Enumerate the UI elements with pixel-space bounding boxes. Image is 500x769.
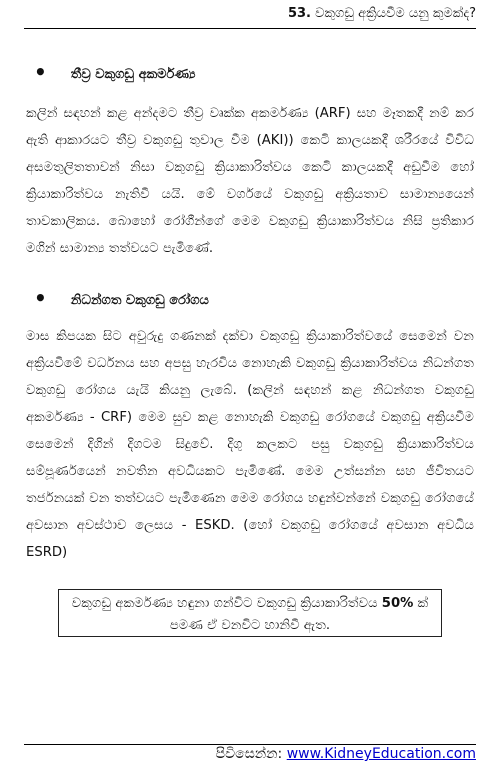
footer-label: පිවිසෙන්න:: [215, 746, 283, 762]
page-title: වකුගඩු අක්‍රියවීම යනු කුමක්ද?: [315, 6, 476, 21]
section-heading-acute: [34, 60, 196, 84]
section-heading-text: නිධන්ගත වකුගඩු රෝගය: [70, 292, 209, 308]
paragraph-acute: කලින් සඳහන් කළ අන්දමට තීව්‍ර වෘක්ක අකර්මණ්‍ය (ARF) සහ මෑතකදී නම් කර ඇති ආකාරයට තීව්‍ර වකුගඩු තුවාල වීම (AKI)) කෙටි කාලයකදී ශරීරයේ විවිධ අසමතුලිතතාවන් නිසා වකුගඩු ක්‍රියාකාරිත්වය කෙටි කාලයකදී අඩුවීම හෝ ක්‍රියාකාරිත්වය නැතිවී යයි. මේ වර්ගයේ වකුගඩු අක්‍රියතාව සාමාන්‍යයෙන් තාවකාලිකය. බොහෝ රෝගීන්ගේ මෙම වකුගඩු ක්‍රියාකාරිත්වය නිසි ප්‍රතිකාර මගින් සාමාන්‍ය තත්වයට පැමිණේ.: [26, 106, 474, 256]
section-heading-chronic: [34, 286, 209, 310]
footer-divider: [24, 744, 476, 745]
note-percent: 50%: [381, 596, 414, 611]
note-text: වකුගඩු අකර්මණ්‍ය හඳුනා ගන්විට වකුගඩු ක්‍රියාකාරිත්වය: [71, 596, 382, 611]
note-box: [58, 589, 442, 637]
bullet-icon: •: [34, 60, 47, 84]
paragraph-chronic: මාස කිපයක සිට අවුරුදු ගණනක් දක්වා වකුගඩු ක්‍රියාකාරිත්වයේ සෙමෙන් වන අක්‍රියවීමේ වර්ධනය සහ අපසු හැරවිය නොහැකි වකුගඩු ක්‍රියාකාරිත්වය නිධන්ගත වකුගඩු රෝගය යැයි කියනු ලැබේ. (කලින් සඳහන් කළ නිධන්ගත වකුගඩු අකර්මණ්‍ය - CRF) මෙම සුව කළ නොහැකි වකුගඩු රෝගයේ වකුගඩු අක්‍රියවීම සෙමෙන් දිගින් දිගටම සිදුවේ. දිගු කලකට පසු වකුගඩු ක්‍රියාකාරිත්වය සම්පූර්ණයෙන් නවතින අවධියකට පැමිණේ. මෙම උත්සන්න සහ ජීවිතයට තර්ජනයක් වන තත්වයට පැමිණෙන මෙම රෝගය හඳුන්වන්නේ වකුගඩු රෝගයේ අවසාන අවස්ථාව ලෙසය - ESKD. (හෝ වකුගඩු රෝගයේ අවසාන අවධිය ESRD): [26, 329, 474, 560]
header-divider: [24, 28, 476, 29]
page-header: [288, 6, 476, 21]
section-heading-text: තීව්‍ර වකුගඩු අකර්මණ්‍ය: [70, 66, 196, 82]
note-text-end: ක් පමණ ඒ වනවිට හානිවී ඇත.: [169, 596, 429, 633]
page-number: 53.: [287, 6, 311, 21]
page-footer: [216, 746, 476, 762]
website-link[interactable]: www.KidneyEducation.com: [286, 746, 476, 762]
bullet-icon: •: [34, 286, 47, 310]
